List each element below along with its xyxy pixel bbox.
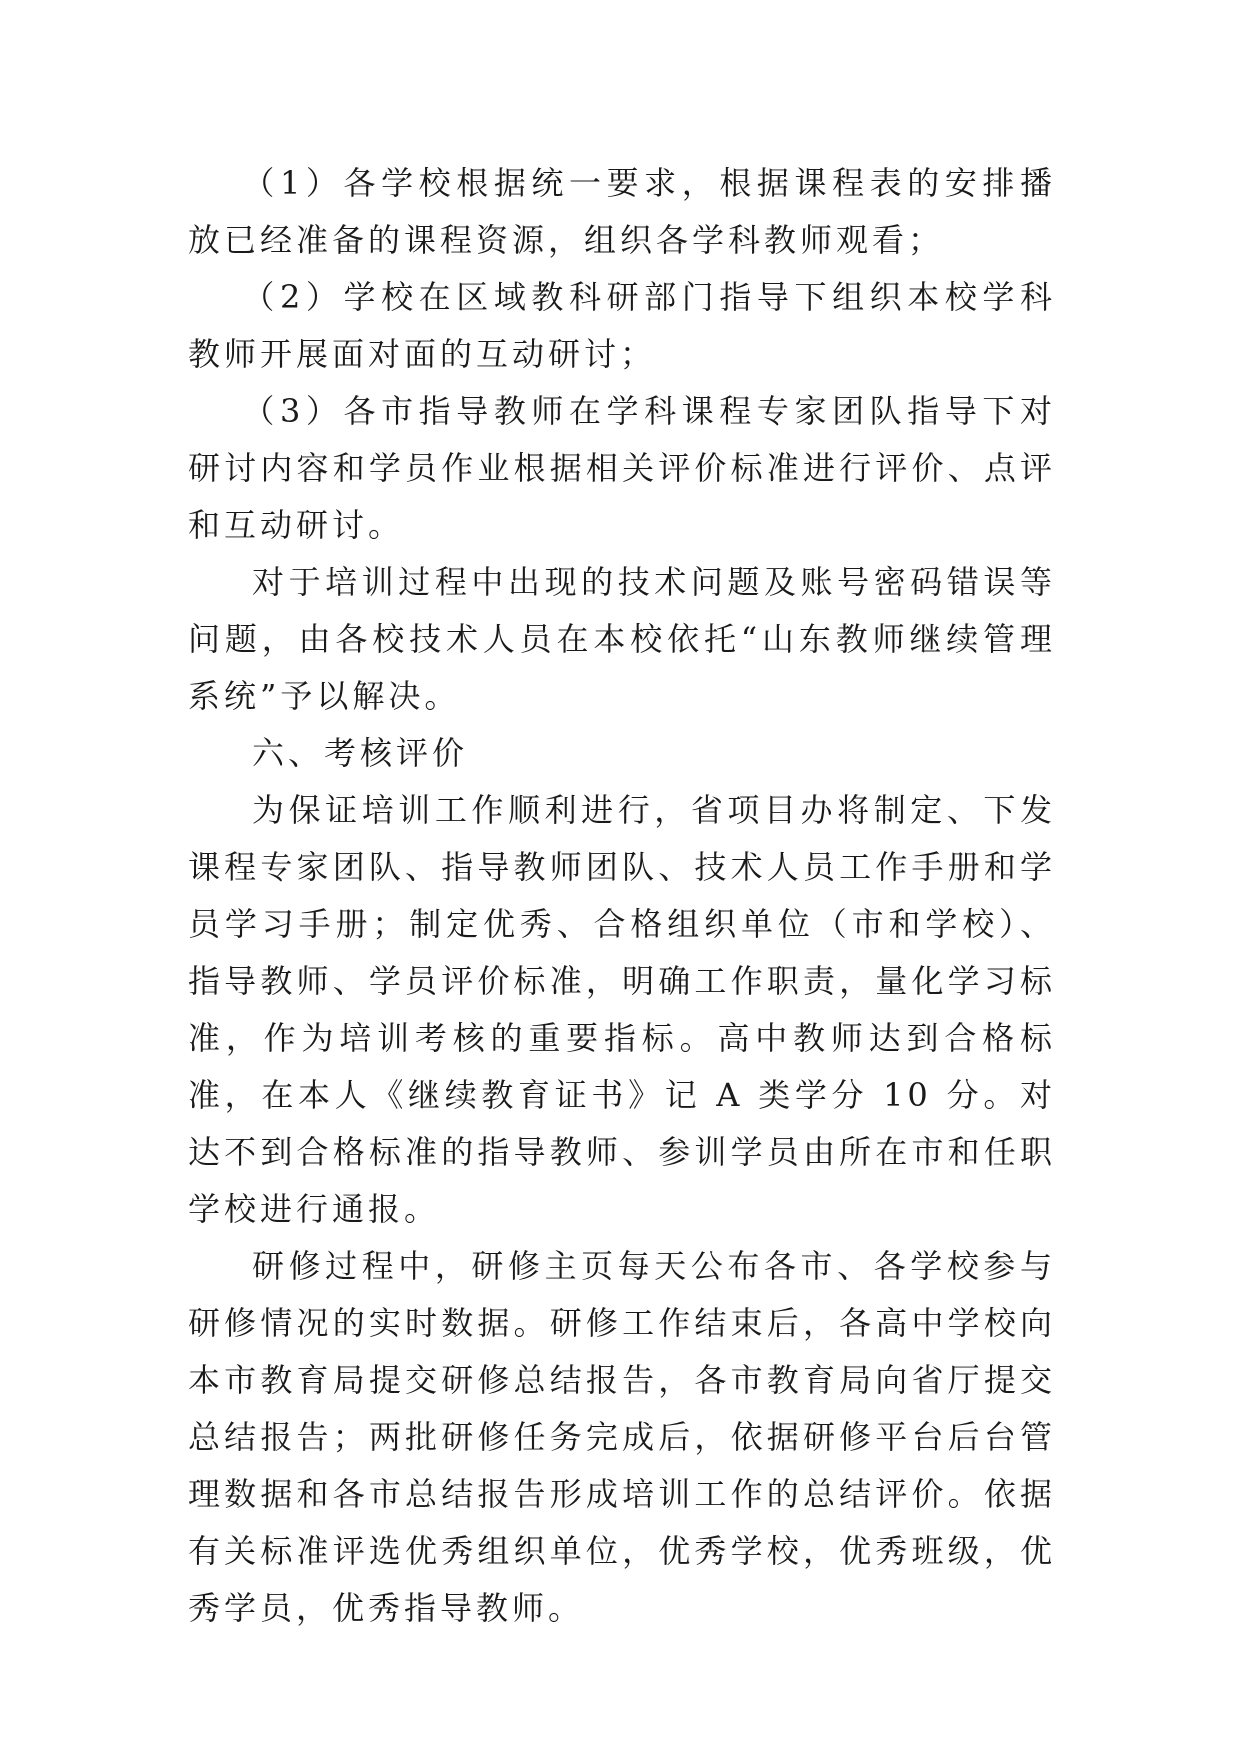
paragraph-item-3: （3）各市指导教师在学科课程专家团队指导下对研讨内容和学员作业根据相关评价标准进行评价、点评和互动研讨。 bbox=[188, 392, 1056, 544]
paragraph-item-1: （1）各学校根据统一要求，根据课程表的安排播放已经准备的课程资源，组织各学科教师观看； bbox=[188, 164, 1056, 259]
section-heading: 六、考核评价 bbox=[252, 734, 469, 772]
document-page bbox=[188, 155, 1056, 1637]
paragraph-assessment: 为保证培训工作顺利进行，省项目办将制定、下发课程专家团队、指导教师团队、技术人员工作手册和学员学习手册；制定优秀、合格组织单位（市和学校）、指导教师、学员评价标准，明确工作职责，量化学习标准，作为培训考核的重要指标。高中教师达到合格标准，在本人《继续教育证书》记 A 类学分 10 分。对达不到合格标准的指导教师、参训学员由所在市和任职学校进行通报。 bbox=[188, 791, 1056, 1228]
paragraph-item-2: （2）学校在区域教科研部门指导下组织本校学科教师开展面对面的互动研讨； bbox=[188, 278, 1056, 373]
paragraph-technical-support: 对于培训过程中出现的技术问题及账号密码错误等问题，由各校技术人员在本校依托“山东教师继续管理系统”予以解决。 bbox=[188, 563, 1056, 715]
paragraph-evaluation: 研修过程中，研修主页每天公布各市、各学校参与研修情况的实时数据。研修工作结束后，各高中学校向本市教育局提交研修总结报告，各市教育局向省厅提交总结报告；两批研修任务完成后，依据研修平台后台管理数据和各市总结报告形成培训工作的总结评价。依据有关标准评选优秀组织单位，优秀学校，优秀班级，优秀学员，优秀指导教师。 bbox=[188, 1247, 1056, 1627]
